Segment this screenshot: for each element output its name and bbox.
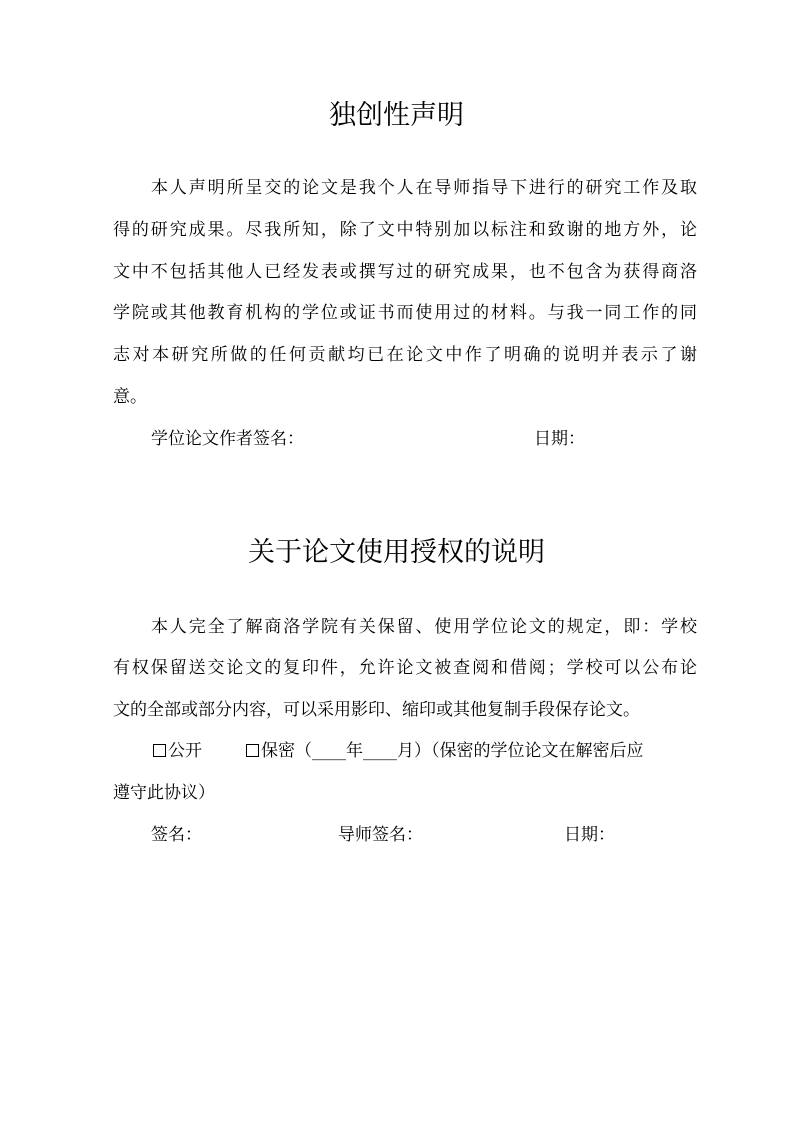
- secret-option-continuation: 遵守此协议）: [113, 783, 215, 803]
- declaration-line-1: 本人声明所呈交的论文是我个人在导师指导下进行的研究工作及取: [151, 178, 697, 198]
- authorization-date-label: 日期：: [564, 825, 615, 845]
- declaration-line-2: 得的研究成果。尽我所知，除了文中特别加以标注和致谢的地方外，论: [113, 220, 697, 240]
- supervisor-signature-label: 导师签名：: [338, 825, 423, 845]
- public-checkbox[interactable]: [153, 744, 166, 757]
- declaration-line-5: 志对本研究所做的任何贡献均已在论文中作了明确的说明并表示了谢: [113, 345, 697, 365]
- declaration-title: 独创性声明: [329, 100, 464, 131]
- author-signature-label: 学位论文作者签名：: [151, 429, 304, 449]
- authorization-line-2: 有权保留送交论文的复印件，允许论文被查阅和借阅；学校可以公布论: [113, 658, 697, 678]
- declaration-line-3: 文中不包括其他人已经发表或撰写过的研究成果，也不包含为获得商洛: [113, 262, 697, 282]
- declaration-date-label: 日期：: [534, 429, 585, 449]
- authorization-title: 关于论文使用授权的说明: [248, 537, 545, 568]
- declaration-line-6: 意。: [113, 387, 147, 407]
- secret-option-label: 保密（____年____月）（保密的学位论文在解密后应: [261, 741, 644, 761]
- authorization-line-1: 本人完全了解商洛学院有关保留、使用学位论文的规定，即：学校: [151, 617, 697, 637]
- secret-checkbox[interactable]: [246, 744, 259, 757]
- public-option-label: 公开: [168, 741, 202, 761]
- student-signature-label: 签名：: [151, 825, 202, 845]
- declaration-line-4: 学院或其他教育机构的学位或证书而使用过的材料。与我一同工作的同: [113, 303, 697, 323]
- authorization-line-3: 文的全部或部分内容，可以采用影印、缩印或其他复制手段保存论文。: [113, 700, 640, 720]
